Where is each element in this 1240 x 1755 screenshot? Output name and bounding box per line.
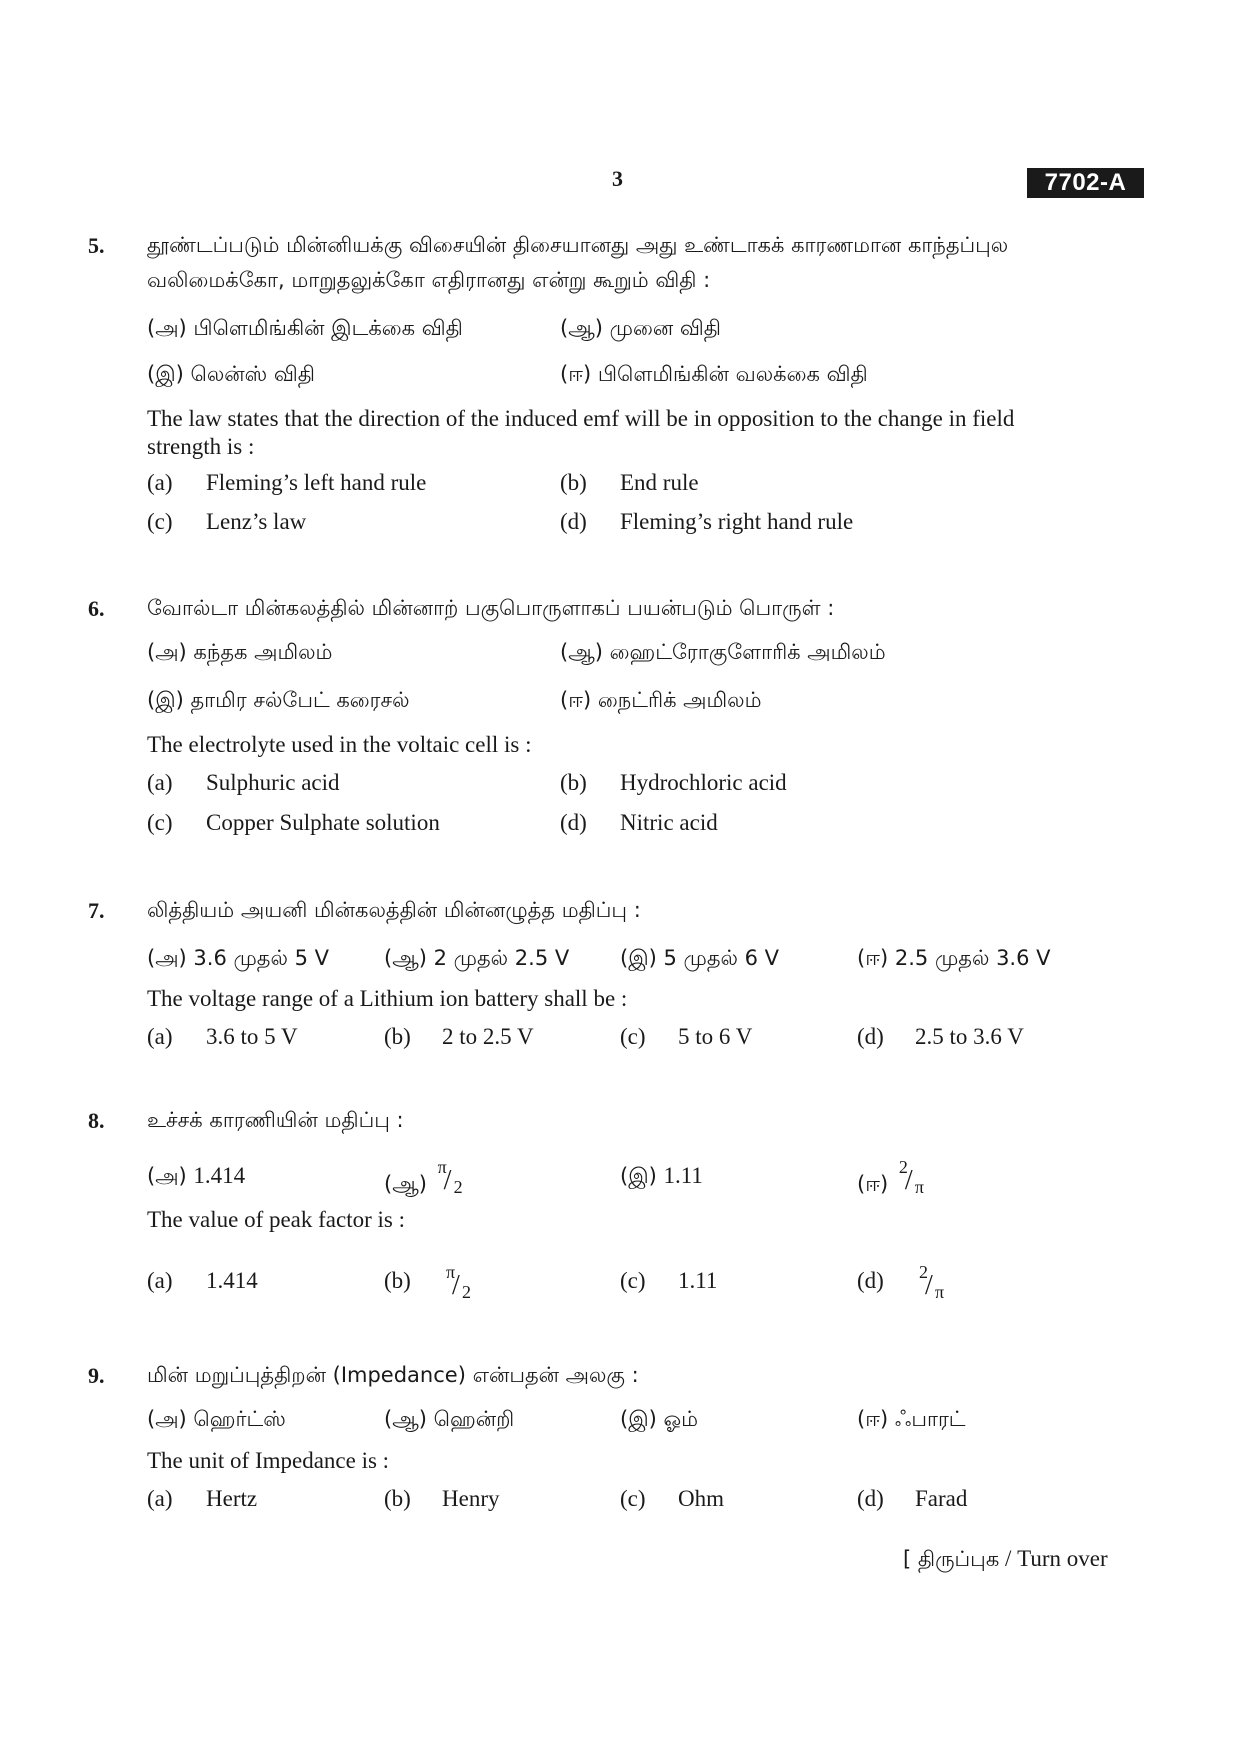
option-b-label: (b) (560, 470, 587, 495)
question-stem-english: The voltage range of a Lithium ion battery shall be : (147, 986, 628, 1011)
option-tamil-b: (ஆ) முனை விதி (560, 316, 721, 340)
option-d-text: Farad (915, 1486, 968, 1511)
option-tamil-a: (அ) 1.414 (147, 1163, 246, 1188)
option-a-label: (a) (147, 1268, 173, 1293)
option-b-label: (b) (560, 770, 587, 795)
option-d-label: (d) (560, 810, 587, 835)
option-a-text: Hertz (206, 1486, 258, 1511)
option-tamil-a: (அ) 3.6 முதல் 5 V (147, 946, 329, 970)
option-b-text: Henry (442, 1486, 500, 1511)
option-c-text: Ohm (678, 1486, 724, 1511)
question-stem-tamil: வோல்டா மின்கலத்தில் மின்னாற் பகுபொருளாகப் பயன்படும் பொருள் : (147, 596, 835, 620)
question-number: 9. (88, 1363, 105, 1388)
option-a-label: (a) (147, 1024, 173, 1049)
question-stem-tamil: லித்தியம் அயனி மின்கலத்தின் மின்னழுத்த மதிப்பு : (147, 898, 641, 922)
fraction-pi-over-2: π / 2 (437, 1157, 463, 1197)
option-b-text: End rule (620, 470, 699, 495)
fraction-2-over-pi: 2 / π (919, 1262, 945, 1302)
option-tamil-c: (இ) தாமிர சல்பேட் கரைசல் (147, 688, 410, 712)
option-tamil-b: (ஆ) π / 2 (384, 1163, 470, 1199)
option-c-label: (c) (147, 509, 173, 534)
option-d-label: (d) (857, 1268, 884, 1293)
option-c-label: (c) (620, 1486, 646, 1511)
option-tamil-d: (ஈ) 2.5 முதல் 3.6 V (857, 946, 1051, 970)
question-stem-english: The electrolyte used in the voltaic cell is : (147, 732, 532, 757)
option-tamil-c: (இ) ஓம் (620, 1407, 699, 1431)
option-tamil-a: (அ) கந்தக அமிலம் (147, 640, 333, 664)
paper-code-badge: 7702-A (1027, 168, 1144, 198)
option-d-label: (d) (857, 1486, 884, 1511)
option-d-text: Nitric acid (620, 810, 718, 835)
option-tamil-a: (அ) பிளெமிங்கின் இடக்கை விதி (147, 316, 463, 340)
option-b-text: Hydrochloric acid (620, 770, 787, 795)
option-a-label: (a) (147, 1486, 173, 1511)
question-number: 6. (88, 596, 105, 621)
option-tamil-d: (ஈ) ஃபாரட் (857, 1407, 966, 1431)
option-d-label: (d) (857, 1024, 884, 1049)
option-b-text: 2 to 2.5 V (442, 1024, 534, 1049)
option-a-label: (a) (147, 470, 173, 495)
fraction-2-over-pi: 2 / π (898, 1157, 924, 1197)
option-c-text: Lenz’s law (206, 509, 307, 534)
option-a-text: 3.6 to 5 V (206, 1024, 298, 1049)
question-number: 8. (88, 1108, 105, 1133)
fraction-pi-over-2: π / 2 (446, 1262, 471, 1302)
option-tamil-c: (இ) 1.11 (620, 1163, 703, 1188)
option-b-label: (b) (384, 1024, 411, 1049)
option-a-text: Sulphuric acid (206, 770, 340, 795)
option-c-text: 1.11 (678, 1268, 718, 1293)
option-a-text: 1.414 (206, 1268, 258, 1293)
option-c-label: (c) (620, 1268, 646, 1293)
option-a-text: Fleming’s left hand rule (206, 470, 427, 495)
option-d-label: (d) (560, 509, 587, 534)
option-tamil-c: (இ) 5 முதல் 6 V (620, 946, 780, 970)
question-number: 7. (88, 898, 105, 923)
option-c-label: (c) (620, 1024, 646, 1049)
option-c-label: (c) (147, 810, 173, 835)
option-tamil-d: (ஈ) நைட்ரிக் அமிலம் (560, 688, 762, 712)
option-tamil-b: (ஆ) ஹென்றி (384, 1407, 515, 1431)
question-stem-tamil: மின் மறுப்புத்திறன் (Impedance) என்பதன் அலகு : (147, 1363, 639, 1387)
option-c-text: 5 to 6 V (678, 1024, 753, 1049)
option-d-text: 2.5 to 3.6 V (915, 1024, 1024, 1049)
option-tamil-b: (ஆ) 2 முதல் 2.5 V (384, 946, 570, 970)
question-stem-english: The law states that the direction of the induced emf will be in opposition to the change in field strength is : (147, 406, 1015, 459)
option-d-fraction (915, 1262, 951, 1304)
option-c-text: Copper Sulphate solution (206, 810, 440, 835)
option-tamil-d: (ஈ) பிளெமிங்கின் வலக்கை விதி (560, 362, 868, 386)
question-number: 5. (88, 233, 105, 258)
option-tamil-c: (இ) லென்ஸ் விதி (147, 362, 315, 386)
option-b-label: (b) (384, 1486, 411, 1511)
option-tamil-b: (ஆ) ஹைட்ரோகுளோரிக் அமிலம் (560, 640, 886, 664)
page-number: 3 (612, 166, 623, 191)
option-tamil-d: (ஈ) 2 / π (857, 1163, 931, 1199)
question-stem-tamil: உச்சக் காரணியின் மதிப்பு : (147, 1108, 404, 1132)
option-d-text: Fleming’s right hand rule (620, 509, 854, 534)
option-b-label: (b) (384, 1268, 411, 1293)
question-stem-tamil: தூண்டப்படும் மின்னியக்கு விசையின் திசையானது அது உண்டாகக் காரணமான காந்தப்புல வலிமைக்கோ, மாறுதலுக்கோ எதிரானது என்று கூறும் விதி : (147, 233, 1009, 292)
option-b-fraction (442, 1262, 478, 1304)
option-a-label: (a) (147, 770, 173, 795)
turn-over-note: [ திருப்புக / Turn over (903, 1546, 1108, 1571)
question-stem-english: The value of peak factor is : (147, 1207, 405, 1232)
option-tamil-a: (அ) ஹெர்ட்ஸ் (147, 1407, 286, 1431)
question-stem-english: The unit of Impedance is : (147, 1448, 390, 1473)
